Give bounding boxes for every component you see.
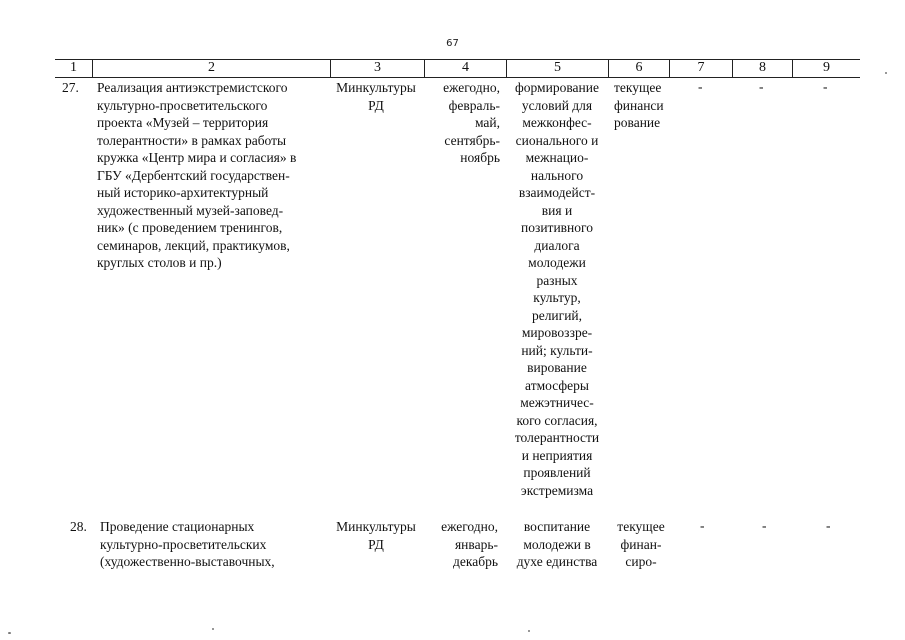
row-action-text: Проведение стационарных культурно-просветительских (художественно-выставочных, [100,519,275,569]
row-col7: - [698,79,703,94]
header-cell: 2 [208,60,215,75]
row-result: формирование условий для межконфес- сионального и межнацио- нального взаимодейст- вия и позитивного диалога молодежи разных культур, религий, мировоззре- ний; культи- вирование атмосферы межэтничес- кого согласия, толерантности и неприятия проявлений экстремизма [514,80,600,498]
header-cell: 1 [70,60,77,75]
scan-speck [212,628,214,630]
header-cell: 6 [635,60,643,75]
row-term: ежегодно, январь- декабрь [441,519,498,569]
scan-speck [528,630,530,632]
row-col8: - [759,79,764,94]
header-cell: 4 [462,60,469,75]
row-term: ежегодно, февраль- май, сентябрь- ноябрь [443,80,500,165]
header-cell: 5 [554,60,561,75]
row-funding: текущее финанси рование [614,80,664,130]
page-number: 67 [446,38,459,49]
row-executor: Минкультуры РД [336,80,416,113]
header-bottom-rule [55,77,860,78]
row-funding: текущее финан- сиро- [617,519,665,569]
row-number: 27. [62,80,79,95]
row-col8: - [762,518,767,533]
row-executor: Минкультуры РД [336,519,416,552]
header-cell: 3 [374,60,381,75]
row-action-text: Реализация антиэкстремистского культурно-просветительского проекта «Музей – территория толерантности» в рамках работы кружка «Центр мира и согласия» в ГБУ «Дербентский государствен- ный историко-архитектурный художественный музей-заповед- ник» (с проведением тренингов, семинаров, лекций, практикумов, круглых столов и пр.) [97,80,297,270]
scan-speck [8,632,11,634]
header-cell: 7 [697,60,705,75]
header-cell: 8 [759,60,766,75]
row-col9: - [826,518,831,533]
row-result: воспитание молодежи в духе единства [516,519,598,569]
header-cell: 9 [823,60,830,75]
row-col7: - [700,518,705,533]
scan-speck [885,72,887,74]
row-number: 28. [70,519,87,534]
row-col9: - [823,79,828,94]
